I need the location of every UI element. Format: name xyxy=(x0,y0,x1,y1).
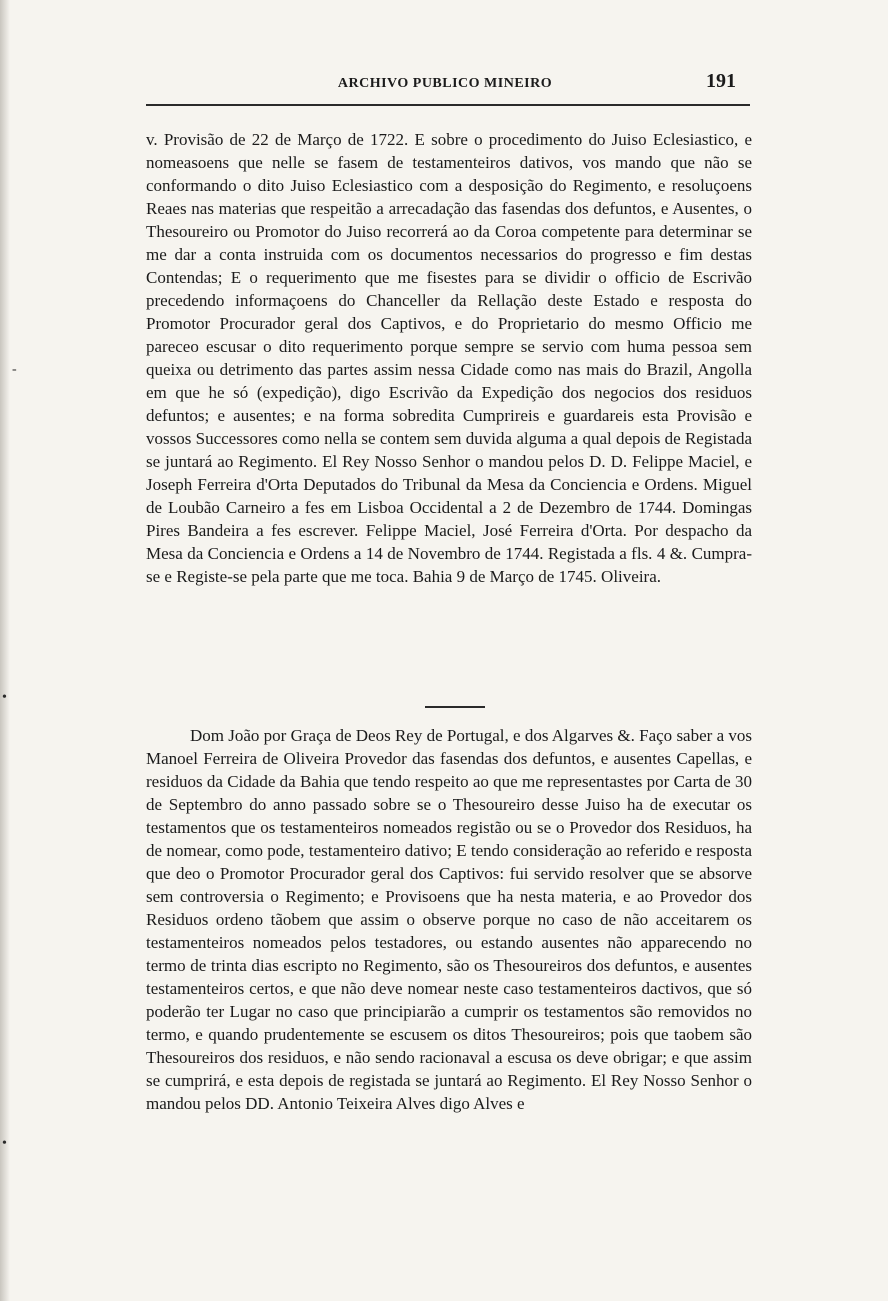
header-rule xyxy=(146,104,750,106)
margin-mark: • xyxy=(2,690,7,705)
margin-mark: - xyxy=(12,362,17,377)
running-title: ARCHIVO PUBLICO MINEIRO xyxy=(337,76,553,91)
section-separator xyxy=(425,706,485,708)
margin-mark: • xyxy=(2,1136,7,1151)
paragraph-provision-end: v. Provisão de 22 de Março de 1722. E sobre o procedimento do Juiso Eclesiastico, e nomeasoens que nelle se fasem de testamenteiros dativos, vos mando que não se conformando o dito Juiso Eclesiastico com a desposição do Regimento, e resoluçoens Reaes nas materias que respeitão a arrecadação das fasendas dos defuntos, e Ausentes, o Thesoureiro ou Promotor do Juiso recorrerá ao da Coroa competente para determinar se me dar a conta instruida com os documentos necessarios do progresso e fim destas Contendas; E o requerimento que me fisestes para se dividir o officio de Escrivão precedendo informaçoens do Chanceller da Rellação deste Estado e resposta do Promotor Procurador geral dos Captivos, e do Proprietario do mesmo Officio me pareceo escusar o dito requerimento porque sempre se servio com huma pessoa sem queixa ou detrimento das partes assim nessa Cidade como nas mais do Brazil, Angolla em que he só (expedição), digo Escrivão da Expedição dos negocios dos residuos defuntos; e ausentes; e na forma sobredita Cumprireis e guardareis esta Provisão e vossos Successores como nella se contem sem duvida alguma a qual depois de Registada se juntará ao Regimento. El Rey Nosso Senhor o mandou pelos D. D. Felippe Maciel, e Joseph Ferreira d'Orta Deputados do Tribunal da Mesa da Conciencia e Ordens. Miguel de Loubão Carneiro a fes em Lisboa Occidental a 2 de Dezembro de 1744. Domingas Pires Bandeira a fes escrever. Felippe Maciel, José Ferreira d'Orta. Por despacho da Mesa da Conciencia e Ordens a 14 de Novembro de 1744. Registada a fls. 4 &. Cumpra-se e Registe-se pela parte que me toca. Bahia 9 de Março de 1745. Oliveira. xyxy=(146,130,752,586)
page-header xyxy=(150,70,740,104)
page-number: 191 xyxy=(706,70,736,92)
page-edge-shadow xyxy=(0,0,10,1301)
paragraph-royal-letter: Dom João por Graça de Deos Rey de Portugal, e dos Algarves &. Faço saber a vos Manoel Ferreira de Oliveira Provedor das fasendas dos defuntos, e ausentes Capellas, e residuos da Cidade da Bahia que tendo respeito ao que me representastes por Carta de 30 de Septembro do anno passado sobre se o Thesoureiro desse Juiso ha de executar os testamentos que os testamenteiros nomeados registão ou se o Provedor dos Residuos, ha de nomear, como pode, testamenteiro dativo; E tendo consideração ao referido e resposta que deo o Promotor Procurador geral dos Captivos: fui servido resolver que se absorve sem controversia o Regimento; e Provisoens que ha nesta materia, e ao Provedor dos Residuos ordeno tãobem que assim o observe porque no caso de não acceitarem os testamenteiros nomeados pelos testadores, ou estando ausentes não apparecendo no termo de trinta dias escripto no Regimento, são os Thesoureiros dos defuntos, e ausentes testamenteiros certos, e que não deve nomear neste caso testamenteiros dactivos, que só poderão ter Lugar no caso que principiarão a cumprir os testamentos são removidos no termo, e quando prudentemente se escusem os ditos Thesoureiros; pois que taobem são Thesoureiros dos residuos, e não sendo racionaval a escusa os deve obrigar; e que assim se cumprirá, e esta depois de registada se juntará ao Regimento. El Rey Nosso Senhor o mandou pelos DD. Antonio Teixeira Alves digo Alves e xyxy=(146,726,752,1113)
